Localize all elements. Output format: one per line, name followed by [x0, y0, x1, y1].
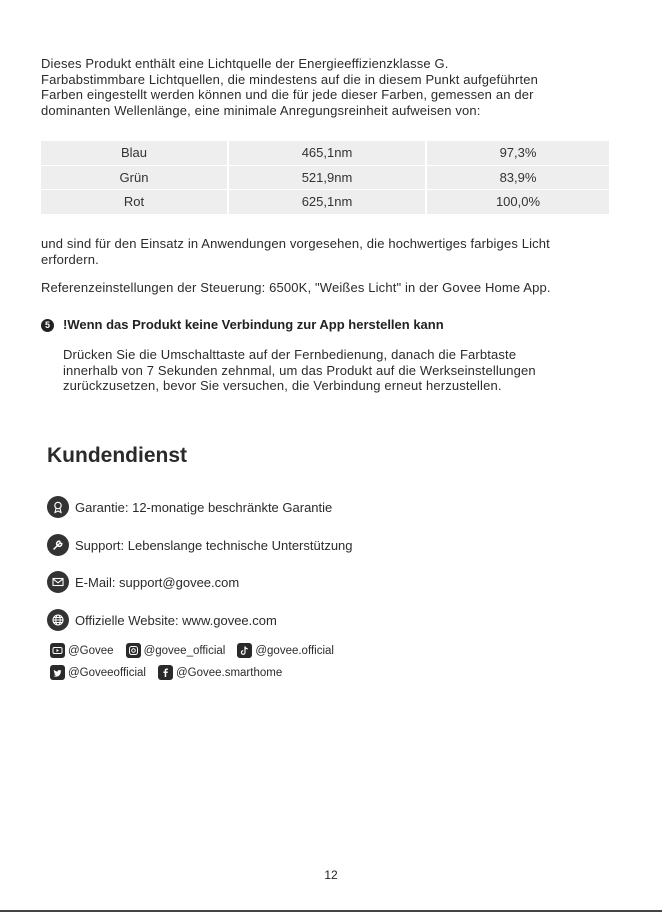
youtube-handle[interactable]: @Govee [68, 644, 114, 657]
support-text: Support: Lebenslange technische Unterstützung [75, 537, 353, 553]
wrench-icon [47, 534, 69, 556]
table-row [41, 190, 609, 215]
table-cell-wavelength: 465,1nm [229, 141, 427, 166]
section-line: zurückzusetzen, bevor Sie versuchen, die Verbindung erneut herzustellen. [63, 378, 502, 393]
table-cell-color: Blau [41, 141, 229, 166]
section-line: innerhalb von 7 Sekunden zehnmal, um das Produkt auf die Werkseinstellungen [63, 362, 536, 378]
email-text[interactable]: E-Mail: support@govee.com [75, 574, 240, 590]
social-row [50, 665, 282, 680]
globe-icon [47, 609, 69, 631]
website-text[interactable]: Offizielle Website: www.govee.com [75, 612, 277, 628]
social-row [50, 643, 334, 658]
website-row [47, 609, 277, 631]
warranty-row [47, 496, 332, 518]
youtube-icon [50, 643, 65, 658]
intro-line: dominanten Wellenlänge, eine minimale Anregungsreinheit aufweisen von: [41, 102, 481, 118]
table-cell-color: Rot [41, 190, 229, 215]
table-cell-wavelength: 625,1nm [229, 190, 427, 215]
twitter-handle[interactable]: @Goveeofficial [68, 666, 146, 679]
customer-service-heading: Kundendienst [47, 444, 187, 467]
table-cell-purity: 83,9% [427, 166, 609, 191]
table-cell-purity: 97,3% [427, 141, 609, 166]
usage-paragraph [41, 236, 631, 267]
table-row [41, 141, 609, 166]
support-row [47, 534, 353, 556]
facebook-icon [158, 665, 173, 680]
usage-line: und sind für den Einsatz in Anwendungen vorgesehen, die hochwertiges farbiges Licht [41, 236, 550, 251]
section-title: !Wenn das Produkt keine Verbindung zur App herstellen kann [63, 317, 444, 332]
envelope-icon [47, 571, 69, 593]
page-number: 12 [324, 868, 338, 882]
tiktok-handle[interactable]: @govee.official [255, 644, 334, 657]
intro-line: Dieses Produkt enthält eine Lichtquelle der Energieeffizienzklasse G. [41, 56, 449, 71]
intro-line: Farben eingestellt werden können und die für jede dieser Farben, gemessen an der [41, 87, 534, 102]
section-body [63, 347, 623, 394]
intro-line: Farbabstimmbare Lichtquellen, die mindestens auf die in diesem Punkt aufgeführten [41, 71, 539, 87]
table-cell-color: Grün [41, 166, 229, 191]
bottom-divider [0, 910, 662, 912]
twitter-icon [50, 665, 65, 680]
usage-line: erfordern. [41, 251, 99, 267]
intro-paragraph [41, 56, 631, 118]
table-row [41, 166, 609, 191]
table-cell-wavelength: 521,9nm [229, 166, 427, 191]
award-icon [47, 496, 69, 518]
email-row [47, 571, 239, 593]
warranty-text: Garantie: 12-monatige beschränkte Garantie [75, 499, 333, 515]
number-badge: 5 [41, 319, 54, 332]
facebook-handle[interactable]: @Govee.smarthome [175, 666, 283, 679]
color-purity-table [41, 141, 609, 215]
section-heading [41, 317, 444, 332]
instagram-handle[interactable]: @govee_official [143, 644, 226, 657]
reference-settings: Referenzeinstellungen der Steuerung: 6500K, "Weißes Licht" in der Govee Home App. [41, 280, 551, 295]
tiktok-icon [237, 643, 252, 658]
table-cell-purity: 100,0% [427, 190, 609, 215]
section-line: Drücken Sie die Umschalttaste auf der Fernbedienung, danach die Farbtaste [63, 347, 517, 362]
instagram-icon [126, 643, 141, 658]
